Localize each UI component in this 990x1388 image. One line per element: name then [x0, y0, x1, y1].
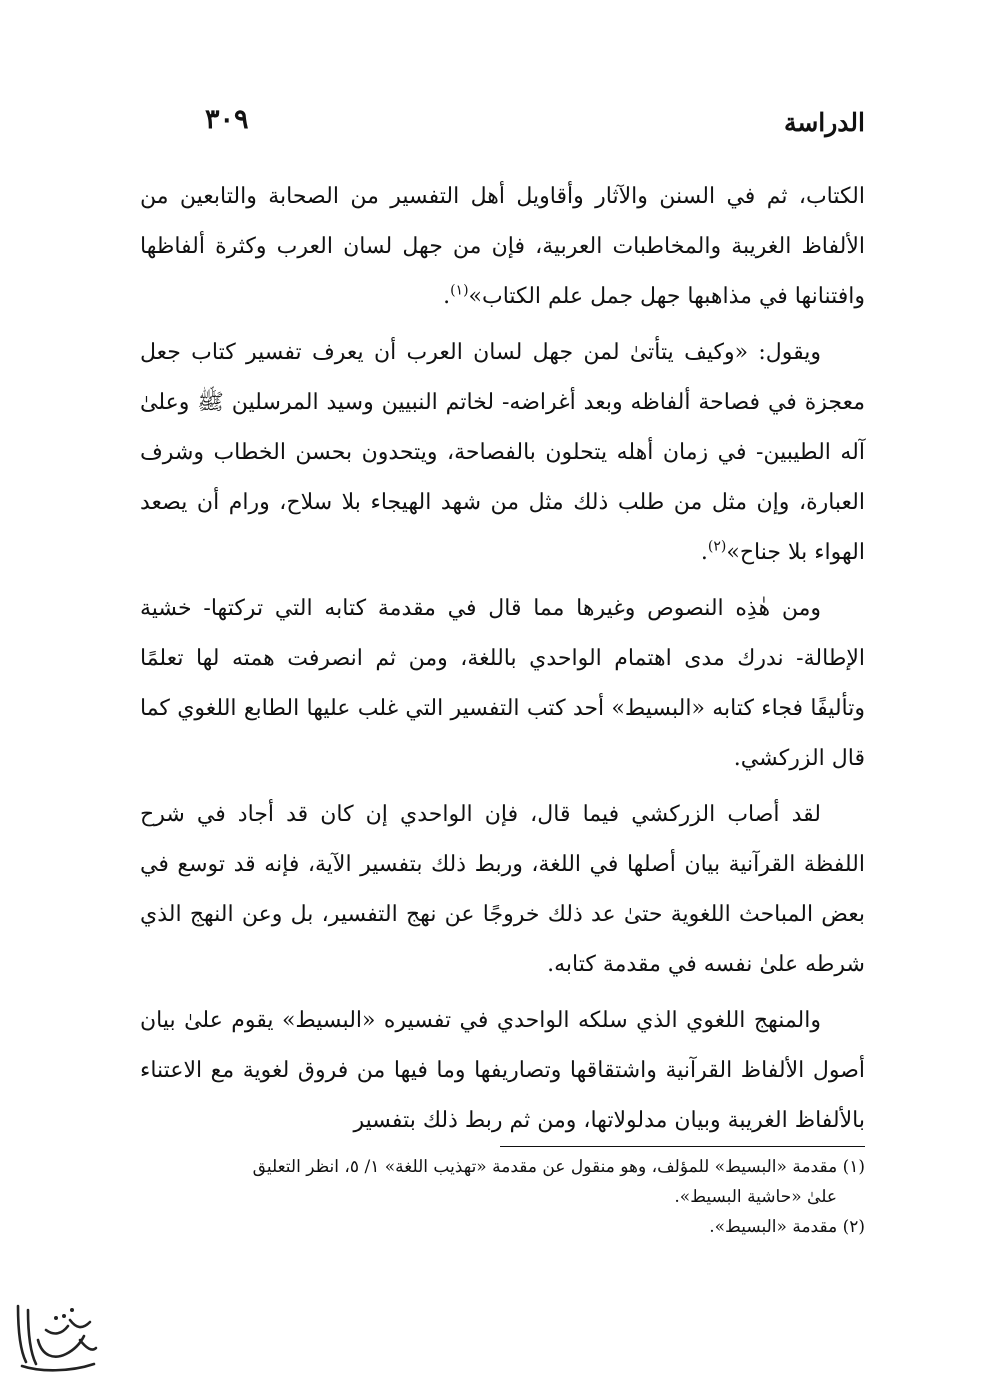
calligraphy-logo-icon: [10, 1300, 100, 1376]
paragraph-3: [140, 584, 865, 784]
footnotes: [140, 1152, 865, 1242]
paragraph-2: [140, 328, 865, 578]
footnote-1: [140, 1152, 865, 1212]
footnote-text: (١) مقدمة «البسيط» للمؤلف، وهو منقول عن مقدمة «تهذيب اللغة» ١/ ٥، انظر التعليق: [252, 1157, 865, 1177]
paragraph-text: ومن هٰذِه النصوص وغيرها مما قال في مقدمة كتابه التي تركتها- خشية الإطالة- ندرك مدى اهتمام الواحدي باللغة، ومن ثم انصرفت همته لها تعلمًا وتأليفًا فجاء كتابه «البسيط» أحد كتب التفسير التي غلب عليها الطابع اللغوي كما قال الزركشي.: [140, 596, 865, 771]
footnote-2: [140, 1212, 865, 1242]
paragraph-text: ويقول: «وكيف يتأتىٰ لمن جهل لسان العرب أن يعرف تفسير كتاب جعل معجزة في فصاحة ألفاظه وبعد أغراضه- لخاتم النبيين وسيد المرسلين ﷺ وعلىٰ آله الطيبين- في زمان أهله يتحلون بالفصاحة، ويتحدون بحسن الخطاب وشرف العبارة، وإن مثل من طلب ذلك مثل من شهد الهيجاء بلا سلاح، ورام أن يصعد الهواء بلا جناح»: [140, 340, 865, 565]
paragraph-tail: .: [700, 540, 708, 565]
paragraph-4: [140, 790, 865, 990]
paragraph-text: والمنهج اللغوي الذي سلكه الواحدي في تفسيره «البسيط» يقوم علىٰ بيان أصول الألفاظ القرآنية واشتقاقها وتصاريفها وما فيها من فروق لغوية مع الاعتناء بالألفاظ الغريبة وبيان مدلولاتها، ومن ثم ربط ذلك بتفسير: [140, 1008, 865, 1133]
footnote-ref-1: (١): [450, 282, 469, 299]
footnote-separator: [500, 1146, 865, 1147]
page-header: [140, 100, 865, 150]
paragraph-tail: .: [443, 284, 451, 309]
footnote-ref-2: (٢): [707, 538, 727, 555]
running-title: الدراسة: [783, 108, 865, 137]
page-number: ٣٠٩: [205, 104, 249, 135]
paragraph-text: الكتاب، ثم في السنن والآثار وأقاويل أهل التفسير من الصحابة والتابعين من الألفاظ الغريبة والمخاطبات العربية، فإن من جهل لسان العرب وكثرة ألفاظها وافتنانها في مذاهبها جهل جمل علم الكتاب»: [140, 184, 865, 309]
footnote-continuation: علىٰ «حاشية البسيط».: [674, 1187, 837, 1207]
footnote-text: (٢) مقدمة «البسيط».: [709, 1217, 865, 1237]
paragraph-5: [140, 996, 865, 1146]
body-text: [140, 172, 865, 1146]
paragraph-1: [140, 172, 865, 322]
paragraph-text: لقد أصاب الزركشي فيما قال، فإن الواحدي إن كان قد أجاد في شرح اللفظة القرآنية بيان أصلها في اللغة، وربط ذلك بتفسير الآية، فإنه قد توسع في بعض المباحث اللغوية حتىٰ عد ذلك خروجًا عن نهج التفسير، بل وعن النهج الذي شرطه علىٰ نفسه في مقدمة كتابه.: [140, 802, 865, 977]
